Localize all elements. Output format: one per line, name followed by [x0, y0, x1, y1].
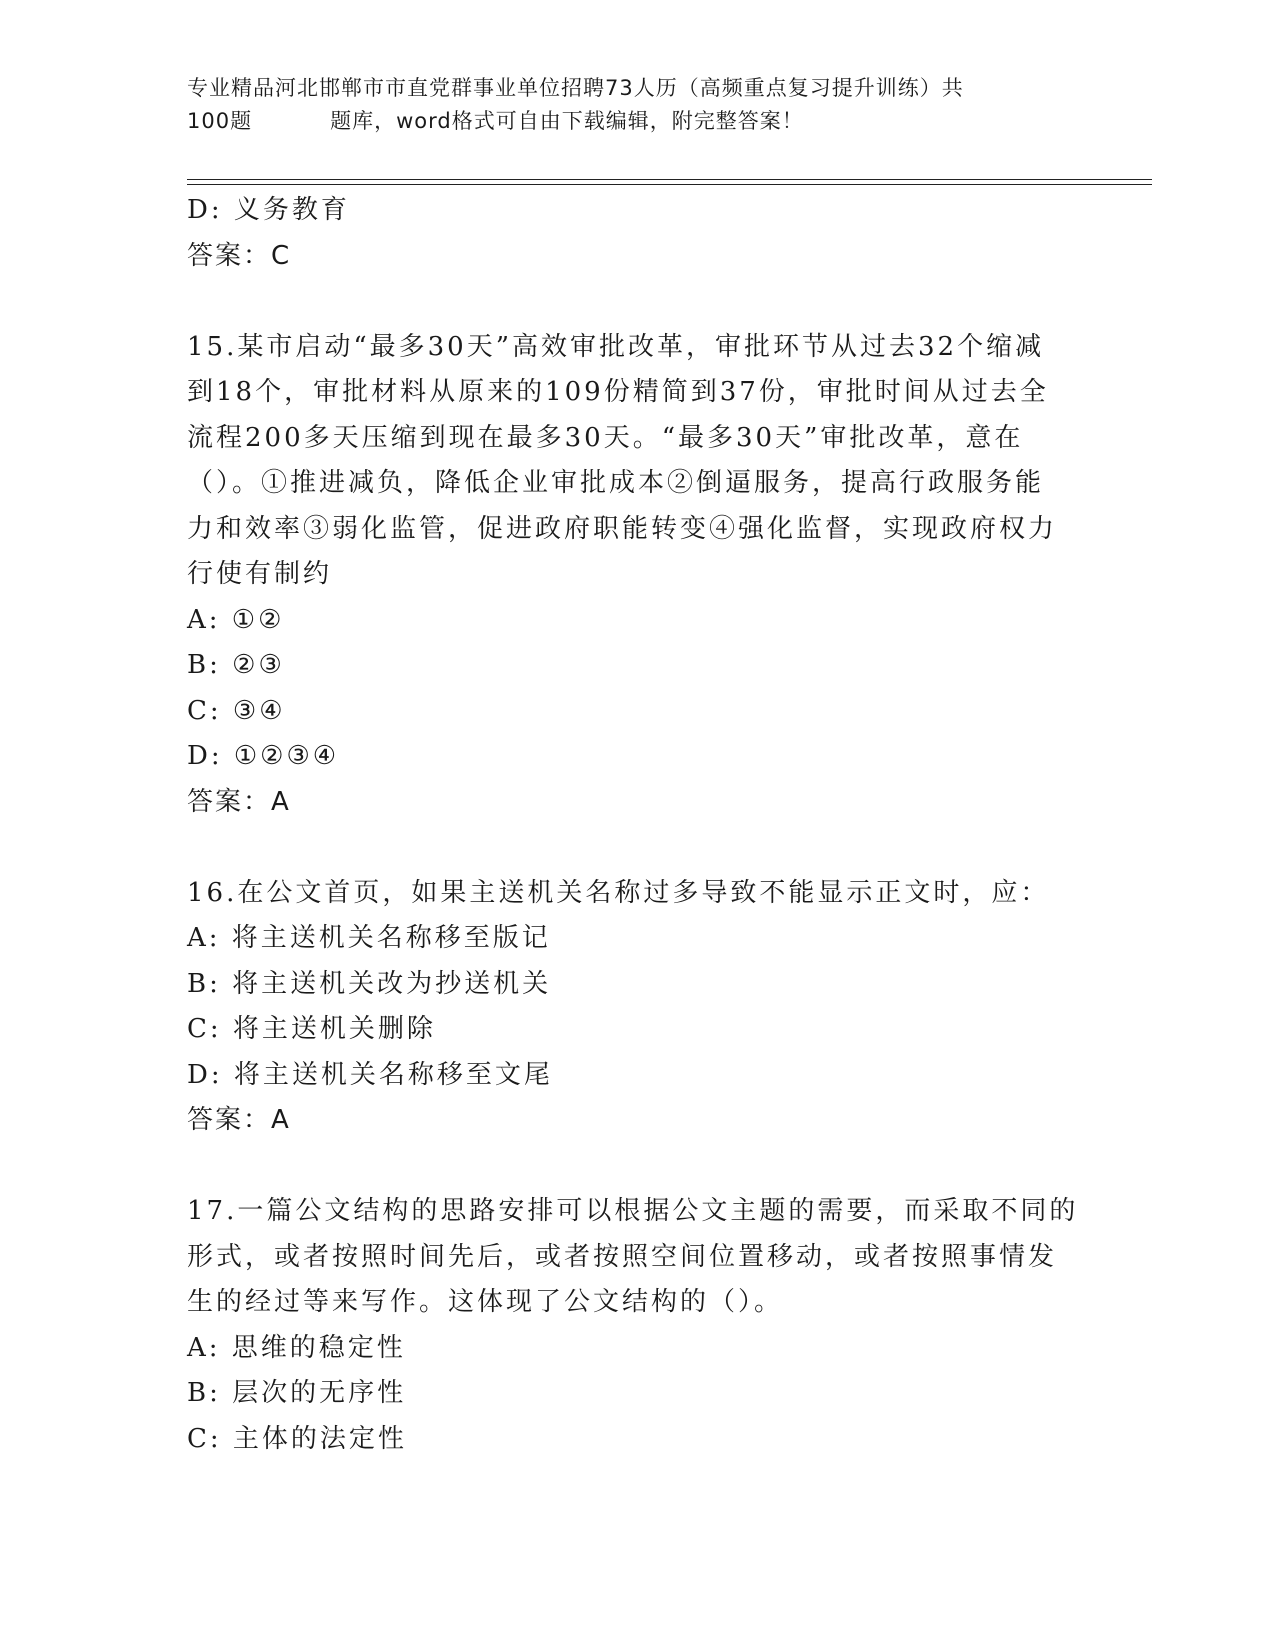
question-17-option-b: B: 层次的无序性: [187, 1378, 407, 1408]
question-17-text-line: 17.一篇公文结构的思路安排可以根据公文主题的需要，而采取不同的: [187, 1196, 1079, 1226]
header-question-count: 100题: [187, 109, 253, 133]
header-title-line-1: 专业精品河北邯郸市市直党群事业单位招聘73人历（高频重点复习提升训练）共: [187, 76, 964, 100]
question-15-text-line: 流程200多天压缩到现在最多30天。“最多30天”审批改革，意在: [187, 422, 1024, 453]
answer-previous: 答案：C: [187, 240, 292, 271]
question-16-text-line: 16.在公文首页，如果主送机关名称过多导致不能显示正文时，应：: [187, 877, 1050, 908]
header-title-line-2: [187, 105, 1087, 138]
question-15-text-line: 力和效率③弱化监管，促进政府职能转变④强化监督，实现政府权力: [187, 513, 1058, 544]
question-16-option-b: B: 将主送机关改为抄送机关: [187, 968, 552, 999]
question-17-text-line: 形式，或者按照时间先后，或者按照空间位置移动，或者按照事情发: [187, 1241, 1058, 1272]
question-15-option-a: A: ①②: [187, 604, 285, 635]
question-16-answer: 答案：A: [187, 1105, 291, 1135]
question-17-option-a: A: 思维的稳定性: [187, 1332, 406, 1363]
question-15-option-b: B: ②③: [187, 650, 285, 680]
question-16-option-d: D: 将主送机关名称移至文尾: [187, 1059, 553, 1090]
question-15-answer: 答案：A: [187, 786, 291, 817]
header-subtitle: 题库，word格式可自由下载编辑，附完整答案！: [330, 109, 804, 133]
header-divider-bottom: [187, 184, 1152, 185]
header-divider-top: [187, 179, 1152, 180]
question-15-text-line: 15.某市启动“最多30天”高效审批改革，审批环节从过去32个缩减: [187, 331, 1045, 362]
question-16: [187, 871, 1067, 1144]
question-15-text-line: 到18个，审批材料从原来的109份精简到37份，审批时间从过去全: [187, 377, 1049, 407]
question-16-option-c: C: 将主送机关删除: [187, 1014, 436, 1044]
question-15-text-line: （）。①推进减负，降低企业审批成本②倒逼服务，提高行政服务能: [187, 468, 1045, 498]
question-17-option-c: C: 主体的法定性: [187, 1423, 407, 1454]
question-15-option-c: C: ③④: [187, 695, 286, 726]
question-16-option-a: A: 将主送机关名称移至版记: [187, 923, 551, 953]
question-15: [187, 325, 1067, 826]
question-17: [187, 1189, 1079, 1462]
question-17-text-line: 生的经过等来写作。这体现了公文结构的（）。: [187, 1287, 784, 1317]
option-d-previous: D: 义务教育: [187, 195, 350, 225]
question-15-option-d: D: ①②③④: [187, 741, 340, 771]
question-15-text-line: 行使有制约: [187, 559, 333, 589]
document-header: [187, 72, 1087, 138]
question-content: [187, 188, 1079, 1462]
